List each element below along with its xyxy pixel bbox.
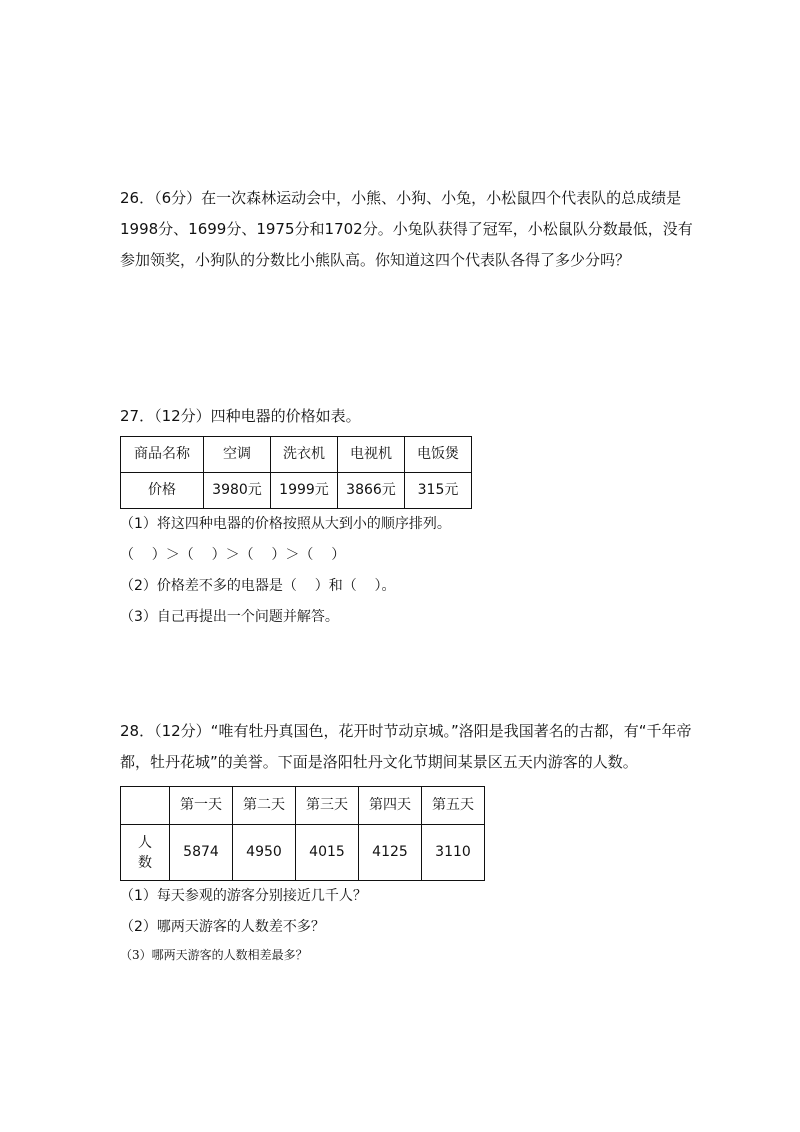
price-table-item: 空调 xyxy=(204,437,271,473)
price-table-price: 315元 xyxy=(405,473,472,509)
question-26 xyxy=(120,183,700,276)
price-table xyxy=(120,436,472,509)
visitor-table-count-row xyxy=(121,825,485,881)
visitor-table-count: 3110 xyxy=(422,825,485,881)
visitor-table-count: 4950 xyxy=(233,825,296,881)
question-27-sub1-blanks: （ ）＞（ ）＞（ ）＞（ ） xyxy=(120,547,346,563)
question-28-sub2: （2）哪两天游客的人数差不多？ xyxy=(120,919,325,935)
visitor-table-count: 4125 xyxy=(359,825,422,881)
question-27-sub3: （3）自己再提出一个问题并解答。 xyxy=(120,609,339,625)
question-28-text: 28．（12分）“唯有牡丹真国色，花开时节动京城。”洛阳是我国著名的古都，有“千年帝都，牡丹花城”的美誉。下面是洛阳牡丹文化节期间某景区五天内游客的人数。 xyxy=(120,722,692,771)
visitor-table-row-label-2: 数 xyxy=(138,854,152,871)
price-table-price: 3980元 xyxy=(204,473,271,509)
visitor-table-day: 第一天 xyxy=(170,787,233,825)
question-27-sub1: （1）将这四种电器的价格按照从大到小的顺序排列。 xyxy=(120,516,451,532)
visitor-table-row-label-1: 人 xyxy=(138,834,152,851)
question-28 xyxy=(120,716,700,967)
price-table-price-label: 价格 xyxy=(121,473,204,509)
visitor-table-corner xyxy=(121,787,170,825)
visitor-table-header-row xyxy=(121,787,485,825)
question-27-text: 27．（12分）四种电器的价格如表。 xyxy=(120,407,361,425)
price-table-item: 洗衣机 xyxy=(271,437,338,473)
price-table-item: 电饭煲 xyxy=(405,437,472,473)
price-table-header-label: 商品名称 xyxy=(121,437,204,473)
question-28-sub1: （1）每天参观的游客分别接近几千人？ xyxy=(120,888,367,904)
visitor-table-day: 第五天 xyxy=(422,787,485,825)
price-table-header-row xyxy=(121,437,472,473)
price-table-price-row xyxy=(121,473,472,509)
price-table-price: 3866元 xyxy=(338,473,405,509)
price-table-item: 电视机 xyxy=(338,437,405,473)
question-27-sub2: （2）价格差不多的电器是（ ）和（ ）。 xyxy=(120,578,396,594)
question-28-sub3: （3）哪两天游客的人数相差最多？ xyxy=(120,948,308,962)
visitor-table xyxy=(120,786,485,881)
visitor-table-day: 第二天 xyxy=(233,787,296,825)
visitor-table-day: 第三天 xyxy=(296,787,359,825)
visitor-table-day: 第四天 xyxy=(359,787,422,825)
visitor-table-row-label xyxy=(121,825,170,881)
visitor-table-count: 4015 xyxy=(296,825,359,881)
question-26-text: 26．（6分）在一次森林运动会中，小熊、小狗、小兔，小松鼠四个代表队的总成绩是1998分、1699分、1975分和1702分。小兔队获得了冠军，小松鼠队分数最低，没有参加领奖，小狗队的分数比小熊队高。你知道这四个代表队各得了多少分吗？ xyxy=(120,189,693,269)
question-27 xyxy=(120,401,700,633)
price-table-price: 1999元 xyxy=(271,473,338,509)
visitor-table-count: 5874 xyxy=(170,825,233,881)
